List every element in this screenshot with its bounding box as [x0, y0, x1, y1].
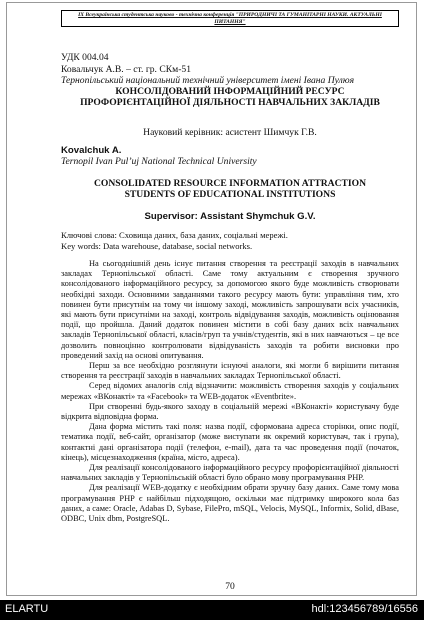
paragraph: Для реалізації WEB-додатку є необхідним обрати зручну базу даних. Саме тому мова програмування PHP є найбільш підходящою, оскільки має підтримку широкого кола баз даних, а саме: Oracle, Adabas D, Sybase, FilePro, mSQL, Velocis, MySQL, Informix, Solid, dBase, ODBC, Unix dbm, PostgreSQL. — [61, 483, 399, 524]
paragraph: Серед відомих аналогів слід відзначити: можливість створення заходів у соціальних мережах «ВКонакті» та «Facebook» та WEB-додаток «Eventbrite». — [61, 381, 399, 401]
university-ua: Тернопільський національний технічний університет імені Івана Пулюя — [61, 75, 355, 86]
title-en-line1: CONSOLIDATED RESOURCE INFORMATION ATTRACTION — [93, 178, 367, 189]
paragraph: Для реалізації консолідованого інформаційного ресурсу профорієнтаційної діяльності навчальних закладів у Тернопільській області було обрано мову програмування PHP. — [61, 463, 399, 483]
title-en — [61, 178, 399, 200]
paragraph: Дана форма містить такі поля: назва події, сформована адреса сторінки, опис події, тематика події, веб-сайт, організатор (може виступати як окремий користувач, так і група), контактні дані організатора події (телефон, e-mail), дата та час проведення події (початок, кінець), місцезнаходження (країна, місто, адреса). — [61, 422, 399, 462]
paragraph: Перш за все необхідно розглянути існуючі аналоги, які могли б вирішити питання створення та реєстрації заходів в навчальних закладах Тернопільської області. — [61, 361, 399, 381]
page-number: 70 — [225, 581, 235, 592]
body-text — [61, 259, 399, 524]
title-ua-line2: ПРОФОРІЄНТАЦІЙНОЇ ДІЯЛЬНОСТІ НАВЧАЛЬНИХ ЗАКЛАДІВ — [80, 96, 380, 108]
keywords-block — [61, 230, 399, 251]
supervisor-en: Supervisor: Assistant Shymchuk G.V. — [144, 211, 316, 222]
paragraph: При створенні будь-якого заходу в соціальній мережі «ВКонакті» користувачу буде відкрита відповідна форма. — [61, 401, 399, 422]
keywords-ua: Ключові слова: Сховища даних, база даних, соціальні мережі. — [61, 230, 288, 240]
supervisor-ua: Науковий керівник: асистент Шимчук Г.В. — [143, 127, 317, 138]
repository-footer — [0, 600, 424, 620]
university-en: Ternopil Ivan Pul’uj National Technical University — [61, 156, 257, 167]
paragraph: На сьогоднішній день існує питання створення та реєстрації заходів в навчальних закладах Тернопільської області. Саме тому актуальним є створення зручного консолідованого інформаційного ресурсу, за допомогою якого буде можливість створювати необхідні заходи. Основними завданнями такого ресурсу мають бути: управління тим, хто повинен бути присутнім на тому чи іншому заході, можливість запрошувати всіх учасників, які мають бути присутніми на заході, контроль відвідування заходів, можливість оцінювання події, що пройшла. Даний додаток повинен містити в собі базу даних всіх навчальних закладів Тернопільської області, класів/груп та учнів/студентів, які в них навчаються – це все дозволить повноцінно контролювати відвідуваність заходів та робити висновки про проведений захід на основі опитування. — [61, 259, 399, 360]
udk-code: УДК 004.04 — [61, 52, 109, 63]
title-en-line2: STUDENTS OF EDUCATIONAL INSTITUTIONS — [124, 189, 336, 200]
repository-name[interactable]: ELARTU — [5, 603, 49, 615]
handle-link[interactable]: hdl:123456789/16556 — [311, 603, 418, 615]
author-en: Kovalchuk A. — [61, 145, 122, 156]
title-ua-line1: КОНСОЛІДОВАНИЙ ІНФОРМАЦІЙНИЙ РЕСУРС — [115, 86, 345, 97]
keywords-en: Key words: Data warehouse, database, social networks. — [61, 240, 253, 251]
page-frame — [6, 2, 417, 596]
title-ua — [61, 87, 399, 108]
conference-header: IX Всеукраїнська студентська науково - технічна конференція "ПРИРОДНИЧІ ТА ГУМАНІТАРНІ НАУКИ. АКТУАЛЬНІ ПИТАННЯ" — [61, 10, 399, 27]
authors-ua: Ковальчук А.В. – ст. гр. СКм-51 — [61, 64, 192, 75]
